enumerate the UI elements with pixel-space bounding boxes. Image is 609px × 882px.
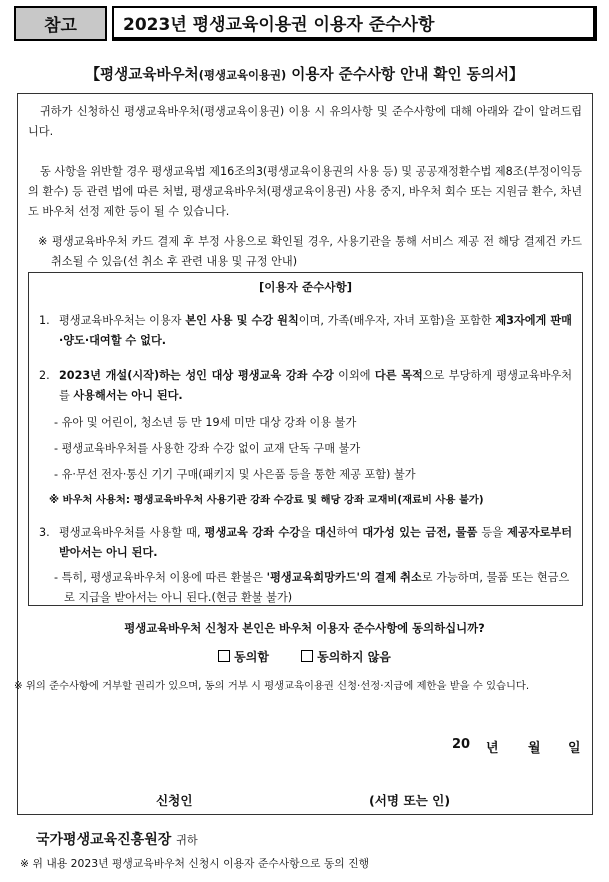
document-subtitle xyxy=(0,63,609,84)
rule-emphasis: 평생교육 강좌 수강 xyxy=(204,526,301,539)
rule-number: 1. xyxy=(39,314,50,327)
date-year: 20 xyxy=(452,737,471,752)
applicant-label: 신청인 xyxy=(156,793,193,808)
rules-box xyxy=(28,272,583,606)
rule-emphasis: 제공자로부터 받아서는 아니 된다. xyxy=(59,526,572,559)
agree-label: 동의함 xyxy=(234,650,269,664)
rules-title: [이용자 준수사항] xyxy=(258,280,353,294)
agree-option[interactable] xyxy=(218,648,269,665)
rule-text: 평생교육바우처는 이용자 xyxy=(59,314,186,327)
institution-name: 국가평생교육진흥원장 xyxy=(36,832,172,848)
rule-text: 을 xyxy=(300,526,315,539)
rule-item-2 xyxy=(39,366,572,406)
voucher-usage-note: ※ 바우처 사용처: 평생교육바우처 사용기관 강좌 수강료 및 해당 강좌 교재비(재료비 사용 불가) xyxy=(49,494,484,506)
subtitle-small: (평생교육이용권) xyxy=(198,68,287,82)
consent-form-box xyxy=(17,93,593,815)
subtitle-rest: 이용자 준수사항 안내 확인 동의서 xyxy=(286,66,509,83)
institution-recipient xyxy=(36,829,198,849)
rule-emphasis: 제3자에게 판매·양도·대여할 수 없다. xyxy=(59,314,572,347)
signature-placeholder: (서명 또는 인) xyxy=(369,793,451,808)
refusal-right-note: ※ 위의 준수사항에 거부할 권리가 있으며, 동의 거부 시 평생교육이용권 신청·선정·지급에 제한을 받을 수 있습니다. xyxy=(14,680,530,692)
rule-emphasis: '평생교육희망카드'의 결제 취소 xyxy=(266,571,422,584)
rule-number: 3. xyxy=(39,526,50,539)
date-day-label: 일 xyxy=(568,741,581,756)
checkbox-icon[interactable] xyxy=(218,650,230,662)
disagree-label: 동의하지 않음 xyxy=(317,650,391,664)
intro-text: 귀하가 신청하신 평생교육바우처(평생교육이용권) 이용 시 유의사항 및 준수사항에 대해 아래와 같이 알려드립니다. xyxy=(28,105,582,138)
consent-question: 평생교육바우처 신청자 본인은 바우처 이용자 준수사항에 동의하십니까? xyxy=(124,621,485,635)
rule-dash-item: - 평생교육바우처를 사용한 강좌 수강 없이 교재 단독 구매 불가 xyxy=(54,442,361,455)
rule-text: 평생교육바우처를 사용할 때, xyxy=(59,526,205,539)
rule-text: 등을 xyxy=(477,526,508,539)
rule-text: 이외에 xyxy=(333,369,375,382)
recipient-honorific: 귀하 xyxy=(176,834,198,847)
rule-dash-item: - 유·무선 전자·통신 기기 구매(패키지 및 사은품 등을 통한 제공 포함) 불가 xyxy=(54,468,416,481)
rule-emphasis: 대신 xyxy=(314,526,337,539)
checkbox-icon[interactable] xyxy=(301,650,313,662)
card-cancel-note: ※ 평생교육바우처 카드 결제 후 부정 사용으로 확인될 경우, 사용기관을 통해 서비스 제공 전 해당 결제건 카드 취소될 수 있음(선 취소 후 관련 내용 및 규정 안내) xyxy=(38,235,582,268)
violation-text: 동 사항을 위반할 경우 평생교육법 제16조의3(평생교육이용권의 사용 등) 및 공공재정환수법 제8조(부정이익등의 환수) 등 관련 법에 따른 처벌, 평생교육바우처(평생교육이용권) 사용 중지, 바우처 회수 또는 지원금 환수, 차년도 바우처 선정 제한 등이 될 수 있습니다. xyxy=(28,165,582,218)
rule-text: 하여 xyxy=(336,526,363,539)
rule-emphasis: 다른 목적 xyxy=(374,369,423,382)
rule-dash-item: - 유아 및 어린이, 청소년 등 만 19세 미만 대상 강좌 이용 불가 xyxy=(54,416,357,429)
rule-emphasis: 본인 사용 및 수강 원칙 xyxy=(185,314,299,327)
rule-text: 로 가능하며, 물품 또는 현금으로 지급을 받아서는 아니 된다.(현금 환불 불가) xyxy=(64,571,570,604)
rule-number: 2. xyxy=(39,369,50,382)
reference-tag: 참고 xyxy=(14,6,107,41)
title-bar xyxy=(14,6,597,41)
rule-text: 으로 부당하게 평생교육바우처를 xyxy=(59,369,573,402)
page-title: 2023년 평생교육이용권 이용자 준수사항 xyxy=(112,6,597,41)
subtitle-main: 평생교육바우처 xyxy=(100,66,199,83)
subtitle-open-bracket: 【 xyxy=(85,66,101,83)
refund-note xyxy=(54,568,572,608)
rule-item-3 xyxy=(39,523,572,563)
subtitle-close-bracket: 】 xyxy=(508,66,524,83)
rule-emphasis: 사용해서는 아니 된다. xyxy=(73,389,183,402)
rule-item-1 xyxy=(39,311,572,351)
rule-text: 이며, 가족(배우자, 자녀 포함)을 포함한 xyxy=(298,314,496,327)
consent-options xyxy=(0,648,609,665)
rule-emphasis: 대가성 있는 금전, 물품 xyxy=(362,526,478,539)
date-month-label: 월 xyxy=(528,741,541,756)
rule-emphasis: 2023년 개설(시작)하는 성인 대상 평생교육 강좌 수강 xyxy=(59,369,334,382)
date-year-label: 년 xyxy=(486,741,499,756)
bottom-note: ※ 위 내용 2023년 평생교육바우처 신청시 이용자 준수사항으로 동의 진행 xyxy=(20,857,370,870)
disagree-option[interactable] xyxy=(301,648,391,665)
rule-text: - 특히, 평생교육바우처 이용에 따른 환불은 xyxy=(54,571,267,584)
